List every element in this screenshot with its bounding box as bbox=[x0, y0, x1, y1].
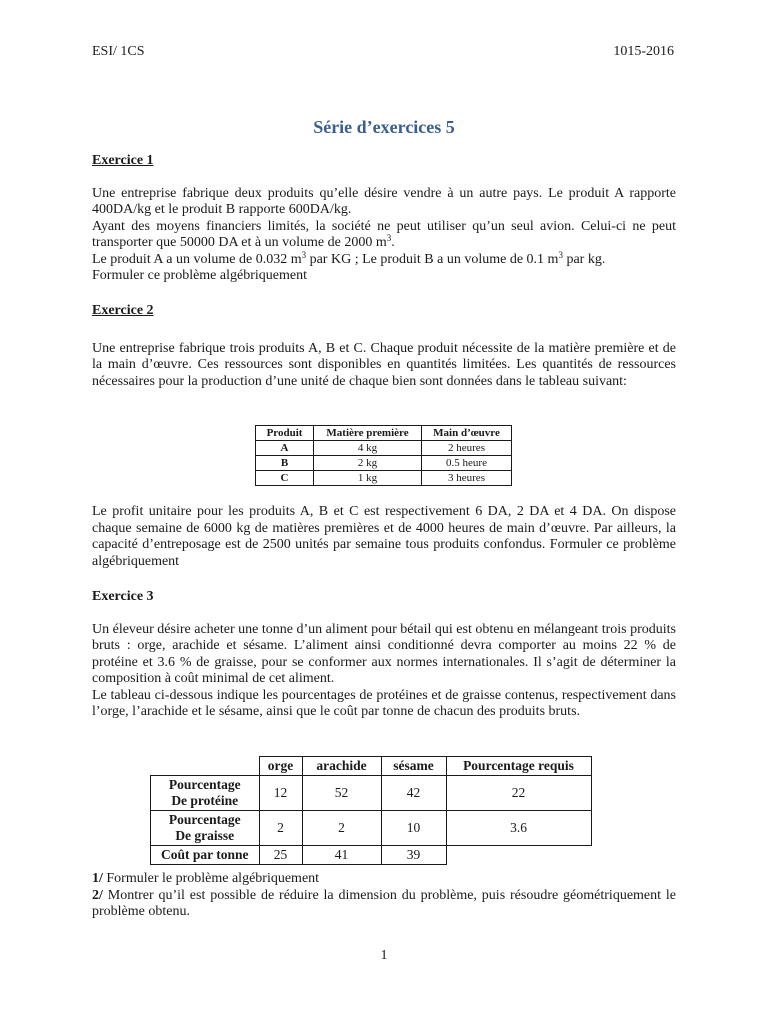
exercise-2-continued bbox=[92, 504, 676, 570]
exercise-1 bbox=[92, 153, 676, 285]
table-header: Main d’œuvre bbox=[422, 426, 512, 441]
exercise-1-paragraph-3: Le produit A a un volume de 0.032 $m^3$ par KG ; Le produit B a un volume de 0.1 $m^3$ par kg. bbox=[92, 249, 606, 267]
table-cell: 10 bbox=[381, 811, 446, 846]
table-cell: 39 bbox=[381, 846, 446, 865]
exercise-3-paragraph-2: Le tableau ci-dessous indique les pourcentages de protéines et de graisse contenus, respectivement dans l’orge, l’arachide et le sésame, ainsi que le coût par tonne de chacun des produits bruts. bbox=[92, 687, 676, 719]
exercise-2-paragraph-1: Une entreprise fabrique trois produits A, B et C. Chaque produit nécessite de la matière première et de la main d’œuvre. Ces ressources sont disponibles en quantités limitées. Les quantités de ressources nécessaires pour la production d’une unité de chaque bien sont données dans le tableau suivant: bbox=[92, 340, 676, 389]
table-cell: 3.6 bbox=[446, 811, 591, 846]
table-cell: 3 heures bbox=[422, 471, 512, 486]
exercise-3 bbox=[92, 589, 676, 721]
table-cell: 4 kg bbox=[314, 441, 422, 456]
table-cell: C bbox=[256, 471, 314, 486]
table-cell: 42 bbox=[381, 776, 446, 811]
table-row bbox=[151, 846, 592, 865]
page-number: 1 bbox=[380, 948, 388, 963]
table-cell: 2 bbox=[259, 811, 302, 846]
table-row bbox=[256, 471, 512, 486]
row-header: Pourcentage De graisse bbox=[151, 811, 260, 846]
row-header: Pourcentage De protéine bbox=[151, 776, 260, 811]
exercise-2 bbox=[92, 303, 676, 390]
table-cell: 2 bbox=[302, 811, 381, 846]
table-cell: 52 bbox=[302, 776, 381, 811]
exercise-1-paragraph-1: Une entreprise fabrique deux produits qu’elle désire vendre à un autre pays. Le produit A rapporte 400DA/kg et le produit B rapporte 600DA/kg. bbox=[92, 185, 676, 217]
exercise-3-paragraph-1: Un éleveur désire acheter une tonne d’un aliment pour bétail qui est obtenu en mélangeant trois produits bruts : orge, arachide et sésame. L’aliment ainsi conditionné devra comporter au moins 22 % de protéine et 3.6 % de graisse, pour se conformer aux normes internationales. Il s’agit de déterminer la composition à coût minimal de cet aliment. bbox=[92, 621, 676, 686]
table-header: arachide bbox=[302, 757, 381, 776]
table-header: Matière première bbox=[314, 426, 422, 441]
table-row bbox=[256, 456, 512, 471]
table-row bbox=[151, 811, 592, 846]
exercise-1-paragraph-2: Ayant des moyens financiers limités, la société ne peut utiliser qu’un seul avion. Celui-ci ne peut transporter que 50000 DA et à un volume de 2000 $m^3$. bbox=[92, 218, 676, 250]
exercise-3-title: Exercice 3 bbox=[92, 589, 154, 604]
table-header-row bbox=[256, 426, 512, 441]
exercise-3-questions bbox=[92, 871, 676, 921]
table-header: orge bbox=[259, 757, 302, 776]
table-header: sésame bbox=[381, 757, 446, 776]
exercise-2-paragraph-2: Le profit unitaire pour les produits A, B et C est respectivement 6 DA, 2 DA et 4 DA. On dispose chaque semaine de 6000 kg de matières premières et de 4000 heures de main d’œuvre. Par ailleurs, la capacité d’entreposage est de 2500 unités par semaine tous produits confondus. Formuler ce problème algébriquement bbox=[92, 504, 676, 569]
question-2: 2/ Montrer qu’il est possible de réduire la dimension du problème, puis résoudre géométriquement le problème obtenu. bbox=[92, 887, 676, 919]
table-header: Produit bbox=[256, 426, 314, 441]
table-cell: 2 heures bbox=[422, 441, 512, 456]
question-1: 1/ Formuler le problème algébriquement bbox=[92, 871, 320, 886]
table-header: Pourcentage requis bbox=[446, 757, 591, 776]
page-title: Série d’exercices 5 bbox=[313, 117, 455, 137]
table-header-row bbox=[151, 757, 592, 776]
table-cell: 12 bbox=[259, 776, 302, 811]
resources-table bbox=[255, 425, 512, 486]
nutrition-table bbox=[150, 756, 592, 865]
table-cell: 1 kg bbox=[314, 471, 422, 486]
table-cell: 22 bbox=[446, 776, 591, 811]
exercise-1-title: Exercice 1 bbox=[92, 153, 154, 168]
table-cell: 0.5 heure bbox=[422, 456, 512, 471]
exercise-2-title: Exercice 2 bbox=[92, 303, 154, 318]
row-header: Coût par tonne bbox=[151, 846, 260, 865]
table-cell: 41 bbox=[302, 846, 381, 865]
table-cell: B bbox=[256, 456, 314, 471]
table-row bbox=[151, 776, 592, 811]
table-row bbox=[256, 441, 512, 456]
table-cell: 2 kg bbox=[314, 456, 422, 471]
header-right: 1015-2016 bbox=[613, 44, 674, 59]
exercise-1-paragraph-4: Formuler ce problème algébriquement bbox=[92, 268, 307, 283]
table-cell: A bbox=[256, 441, 314, 456]
table-cell: 25 bbox=[259, 846, 302, 865]
header-left: ESI/ 1CS bbox=[92, 44, 145, 59]
